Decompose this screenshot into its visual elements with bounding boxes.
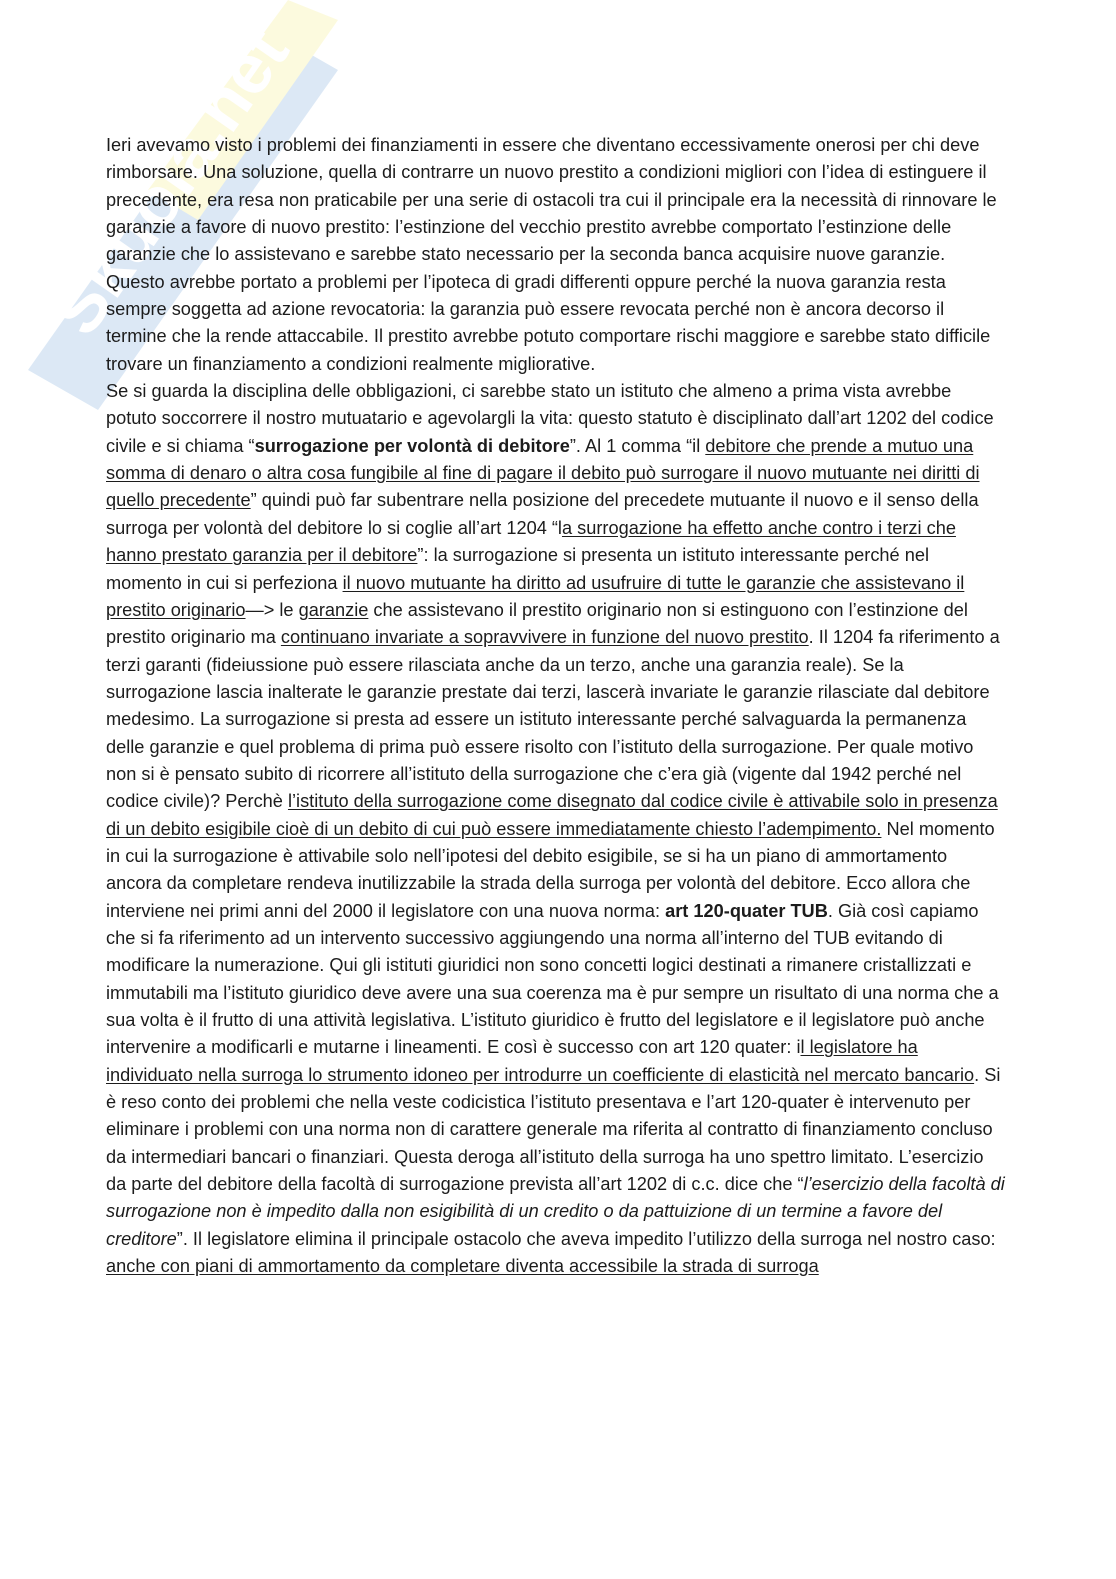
underlined-phrase: l’istituto della surrogazione come disegnato dal codice civile è attivabile solo in presenza di un debito esigibile cioè di un debito di cui può essere immediatamente chiesto l’adempimento. [106,791,998,839]
underlined-quote: a surrogazione ha effetto anche contro i terzi che hanno prestato garanzia per il debitore [106,517,956,566]
paragraph-1-text: Ieri avevamo visto i problemi dei finanziamenti in essere che diventano eccessivamente onerosi per chi deve rimborsare. Una soluzione, quella di contrarre un nuovo prestito a condizioni migliori con l’idea di estinguere il precedente, era resa non praticabile per una serie di ostacoli tra cui il principale era la necessità di rinnovare le garanzie a favore di nuovo prestito: l’estinzione del vecchio prestito avrebbe comportato l’estinzione delle garanzie che lo assistevano e sarebbe stato necessario per la seconda banca acquisire nuove garanzie. Questo avrebbe portato a problemi per l’ipoteca di gradi differenti oppure perché la nuova garanzia resta sempre soggetta ad azione revocatoria: la garanzia può essere revocata perché non è ancora decorso il termine che la rende attaccabile. Il prestito avrebbe potuto comportare rischi maggiore e sarebbe stato difficile trovare un finanziamento a condizioni realmente migliorative. [106,135,997,374]
underlined-phrase: l legislatore ha individuato nella surroga lo strumento idoneo per introdurre un coefficiente di elasticità nel mercato bancario [106,1037,975,1085]
text-segment: Nel momento in cui la surrogazione è attivabile solo nell’ipotesi del debito esigibile, se si ha un piano di ammortamento ancora da completare rendeva inutilizzabile la strada della surroga per volontà del debitore. Ecco allora che interviene nei primi anni del 2000 il legislatore con una nuova norma: [106,818,995,921]
text-segment: ”: la surrogazione si presenta un istituto interessante perché nel momento in cui si perfeziona [106,545,929,593]
document-body [106,132,1006,1280]
text-segment: —> le [245,599,299,620]
underlined-phrase: garanzie [298,599,369,620]
underlined-phrase: il nuovo mutuante ha diritto ad usufruire di tutte le garanzie che assistevano il prestito originario [106,572,965,620]
text-segment: ”. Al 1 comma “il [569,435,706,456]
text-segment: ” quindi può far subentrare nella posizione del precedete mutuante il nuovo e il senso della surroga per volontà del debitore lo si coglie all’art 1204 “l [106,490,979,538]
watermark-text: Skuola.net [36,13,304,349]
bold-term: art 120-quater TUB [665,900,828,921]
text-segment: che assistevano il prestito originario non si estinguono con l’estinzione del prestito originario ma [106,599,968,648]
text-segment: . Si è reso conto dei problemi che nella veste codicistica l’istituto presentava e l’art 120-quater è intervenuto per eliminare i problemi con una norma non di carattere generale ma riferita al contratto di finanziamento concluso da intermediari bancari o finanziari. Questa deroga all’istituto della surroga ha uno spettro limitato. L’esercizio da parte del debitore della facoltà di surrogazione prevista all’art 1202 di c.c. dice che “ [106,1064,1001,1195]
underlined-phrase: anche con piani di ammortamento da completare diventa accessibile la strada di surroga [106,1256,819,1277]
underlined-phrase: continuano invariate a sopravvivere in funzione del nuovo prestito [280,627,809,648]
text-segment: . Già così capiamo che si fa riferimento ad un intervento successivo aggiungendo una norma all’interno del TUB evitando di modificare la numerazione. Qui gli istituti giuridici non sono concetti logici destinati a rimanere cristallizzati e immutabili ma l’istituto giuridico deve avere una sua coerenza ma è pur sempre un risultato di una norma che a sua volta è il frutto di una attività legislativa. L’istituto giuridico è frutto del legislatore e il legislatore può anche intervenire a modificarli e mutarne i lineamenti. E così è successo con art 120 quater: i [106,900,999,1058]
text-segment: ”. Il legislatore elimina il principale ostacolo che aveva impedito l’utilizzo della surroga nel nostro caso: [176,1228,996,1249]
text-segment: . Il 1204 fa riferimento a terzi garanti (fideiussione può essere rilasciata anche da un terzo, anche una garanzia reale). Se la surrogazione lascia inalterate le garanzie prestate dai terzi, lascerà invariate le garanzie rilasciate dal debitore medesimo. La surrogazione si presta ad essere un istituto interessante perché salvaguarda la permanenza delle garanzie e quel problema di prima può essere risolto con l’istituto della surrogazione. Per quale motivo non si è pensato subito di ricorrere all’istituto della surrogazione che c’era già (vigente dal 1942 perché nel codice civile)? Perchè [106,627,1000,812]
text-segment: Se si guarda la disciplina delle obbligazioni, ci sarebbe stato un istituto che almeno a prima vista avrebbe potuto soccorrere il nostro mutuatario e agevolargli la vita: questo statuto è disciplinato dall’art 1202 del codice civile e si chiama “ [106,381,994,456]
italic-quote: l’esercizio della facoltà di surrogazione non è impedito dalla non esigibilità di un credito o da pattuizione di un termine a favore del creditore [106,1174,1005,1249]
paragraph-2 [106,378,1006,1280]
bold-term: surrogazione per volontà di debitore [254,435,570,456]
underlined-quote: debitore che prende a mutuo una somma di denaro o altra cosa fungibile al fine di pagare il debito può surrogare il nuovo mutuante nei diritti di quello precedente [106,435,980,511]
paragraph-1 [106,132,1006,378]
